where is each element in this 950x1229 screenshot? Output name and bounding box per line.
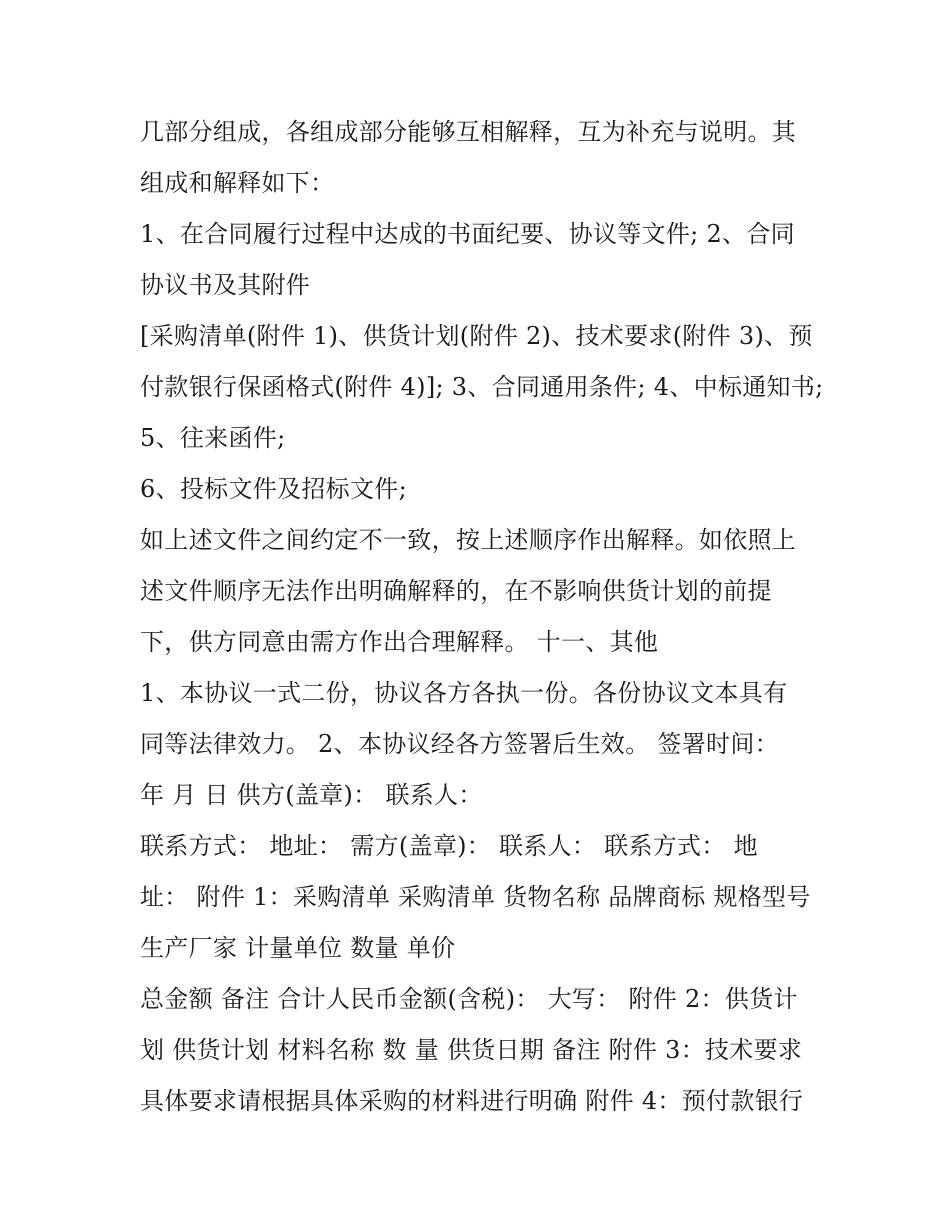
text-line: 组成和解释如下：: [140, 169, 335, 197]
text-line: [采购清单(附件 1)、供货计划(附件 2)、技术要求(附件 3)、预: [140, 322, 813, 350]
text-line: 同等法律效力。 2、本协议经各方签署后生效。 签署时间：: [140, 730, 779, 758]
text-line: 联系方式： 地址： 需方(盖章)： 联系人： 联系方式： 地: [140, 832, 758, 860]
text-line: 生产厂家 计量单位 数量 单价: [140, 934, 456, 962]
text-line: 1、本协议一式二份，协议各方各执一份。各份协议文本具有: [140, 679, 788, 707]
text-line: 几部分组成，各组成部分能够互相解释，互为补充与说明。其: [140, 118, 797, 146]
text-line: 如上述文件之间约定不一致，按上述顺序作出解释。如依照上: [140, 526, 797, 554]
text-line: 下，供方同意由需方作出合理解释。 十一、其他: [140, 628, 659, 656]
text-line: 5、往来函件;: [140, 424, 286, 452]
text-line: 划 供货计划 材料名称 数 量 供货日期 备注 附件 3：技术要求: [140, 1036, 803, 1064]
text-line: 总金额 备注 合计人民币金额(含税)： 大写： 附件 2：供货计: [140, 985, 798, 1013]
text-line: 6、投标文件及招标文件;: [140, 475, 407, 503]
text-line: 述文件顺序无法作出明确解释的，在不影响供货计划的前提: [140, 577, 772, 605]
text-line: 协议书及其附件: [140, 271, 311, 299]
text-line: 具体要求请根据具体采购的材料进行明确 附件 4：预付款银行: [140, 1087, 804, 1115]
text-line: 址： 附件 1：采购清单 采购清单 货物名称 品牌商标 规格型号: [140, 883, 811, 911]
text-line: 付款银行保函格式(附件 4)]; 3、合同通用条件; 4、中标通知书;: [140, 373, 824, 401]
document-body: [140, 107, 830, 1127]
text-line: 1、在合同履行过程中达成的书面纪要、协议等文件; 2、合同: [140, 220, 795, 248]
text-line: 年 月 日 供方(盖章)： 联系人：: [140, 781, 483, 809]
